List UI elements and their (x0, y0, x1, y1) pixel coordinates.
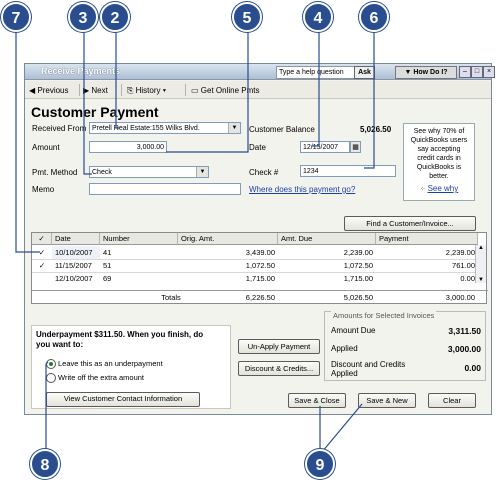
amount-label: Amount (32, 143, 60, 152)
column-header-payment[interactable]: Payment (376, 233, 478, 245)
received-from-field[interactable] (89, 122, 241, 134)
leave-underpayment-label: Leave this as an underpayment (58, 359, 163, 368)
callout-3: 3 (68, 2, 98, 32)
totals-orig: 6,226.50 (245, 293, 275, 302)
amount-due-value: 3,311.50 (448, 326, 481, 336)
pmt-method-field[interactable] (89, 166, 209, 178)
table-cell-date: 12/10/2007 (55, 274, 93, 283)
write-off-label: Write off the extra amount (58, 373, 145, 382)
callout-2: 2 (100, 2, 130, 32)
table-scrollbar[interactable] (475, 245, 486, 283)
memo-label: Memo (32, 185, 55, 194)
table-cell-number: 41 (103, 248, 112, 257)
toolbar-divider (121, 84, 122, 96)
check-number-label: Check # (249, 168, 279, 177)
discount-credits-value: 0.00 (464, 363, 481, 373)
scroll-down-icon[interactable]: ▼ (478, 277, 484, 283)
tip-line: QuickBooks users (410, 137, 468, 144)
callout-4: 4 (303, 2, 333, 32)
close-icon[interactable]: × (483, 66, 495, 78)
toolbar-divider (79, 84, 80, 96)
ask-button[interactable]: Ask (354, 66, 375, 79)
amount-field[interactable]: 3,000.00 (89, 141, 167, 153)
applied-label: Applied (331, 344, 358, 353)
table-cell-due: 1,072.50 (343, 261, 373, 270)
tip-line: credit cards in (417, 155, 461, 162)
history-label: History (135, 86, 161, 95)
amount-due-label: Amount Due (331, 326, 376, 335)
un-apply-payment-button[interactable]: Un-Apply Payment (238, 339, 320, 354)
previous-icon: ◀ (29, 86, 38, 95)
next-button[interactable] (83, 84, 108, 97)
callout-6: 6 (359, 2, 389, 32)
scroll-up-icon[interactable]: ▲ (478, 245, 484, 251)
calendar-icon[interactable]: ▦ (350, 141, 361, 153)
check-number-field[interactable]: 1234 (300, 165, 396, 177)
tip-line: QuickBooks is (416, 164, 462, 171)
customer-balance-label: Customer Balance (249, 125, 315, 134)
minimize-icon[interactable]: – (459, 66, 471, 78)
previous-button[interactable] (29, 84, 69, 97)
row-checkmark[interactable]: ✓ (38, 248, 46, 257)
clear-button[interactable]: Clear (428, 393, 476, 408)
find-customer-invoice-button[interactable]: Find a Customer/Invoice... (344, 216, 476, 231)
date-label: Date (249, 143, 266, 152)
help-search-input[interactable]: Type a help question (276, 66, 356, 79)
row-checkmark[interactable] (32, 272, 52, 285)
amounts-summary-panel (324, 311, 486, 381)
table-cell-number: 69 (103, 274, 112, 283)
leave-underpayment-radio[interactable] (46, 359, 56, 369)
underpayment-panel (31, 325, 231, 409)
callout-5: 5 (232, 2, 262, 32)
totals-due: 5,026.50 (343, 293, 373, 302)
where-payment-link[interactable]: Where does this payment go? (249, 185, 356, 194)
date-field[interactable]: 12/15/2007 (300, 141, 350, 153)
table-cell-date: 10/10/2007 (52, 246, 100, 259)
table-cell-orig: 1,072.50 (245, 261, 275, 270)
table-cell-date: 11/15/2007 (55, 261, 92, 270)
callout-9: 9 (305, 449, 335, 479)
memo-field[interactable] (89, 183, 241, 195)
chevron-down-icon[interactable]: ▼ (228, 123, 240, 133)
see-why-link[interactable]: See why (427, 184, 459, 193)
underpayment-heading-cont: you want to: (36, 340, 84, 349)
column-header-check[interactable]: ✓ (32, 233, 52, 245)
column-header-orig-amt[interactable]: Orig. Amt. (178, 233, 278, 245)
column-header-date[interactable]: Date (52, 233, 100, 245)
pmt-method-value: Check (92, 169, 112, 176)
info-icon: ⁘ (419, 186, 428, 193)
window-title: Receive Payments (41, 66, 121, 76)
online-icon: ▭ (191, 86, 201, 95)
column-header-number[interactable]: Number (100, 233, 178, 245)
callout-8: 8 (30, 449, 60, 479)
applied-value: 3,000.00 (447, 344, 481, 354)
tip-line: better. (429, 173, 449, 180)
row-checkmark[interactable]: ✓ (38, 261, 46, 270)
get-online-pmts-button[interactable] (191, 84, 259, 97)
tip-line: say accepting (417, 146, 461, 153)
callout-7: 7 (1, 2, 31, 32)
discount-credits-button[interactable]: Discount & Credits... (238, 361, 320, 376)
tip-line: See why 70% of (413, 128, 465, 135)
pmt-method-label: Pmt. Method (32, 168, 78, 177)
toolbar-divider (185, 84, 186, 96)
restore-icon[interactable]: □ (471, 66, 483, 78)
table-cell-number: 51 (103, 261, 112, 270)
invoice-table (31, 232, 487, 304)
history-icon: ⎘ (127, 86, 136, 95)
table-cell-payment[interactable]: 0.00 (460, 274, 475, 283)
totals-payment: 3,000.00 (445, 293, 475, 302)
save-new-button[interactable]: Save & New (358, 393, 416, 408)
history-button[interactable] (127, 84, 166, 97)
customer-balance-value: 5,026.50 (360, 125, 392, 134)
view-customer-contact-button[interactable]: View Customer Contact Information (46, 392, 200, 407)
write-off-radio[interactable] (46, 373, 56, 383)
underpayment-heading: Underpayment $311.50. When you finish, do (36, 330, 204, 339)
column-header-amt-due[interactable]: Amt. Due (278, 233, 376, 245)
discount-credits-label: Discount and Credits (331, 360, 406, 369)
discount-credits-label-cont: Applied (331, 369, 358, 378)
title-bar (25, 64, 491, 80)
table-cell-orig: 3,439.00 (245, 248, 275, 257)
summary-title: Amounts for Selected Invoices (333, 311, 435, 320)
previous-label: Previous (37, 86, 69, 95)
received-from-label: Received From (32, 124, 87, 133)
how-do-i-button[interactable]: ▼ How Do I? (395, 66, 457, 79)
save-close-button[interactable]: Save & Close (288, 393, 346, 408)
table-cell-orig: 1,715.00 (245, 274, 275, 283)
table-cell-payment[interactable]: 761.00 (452, 261, 475, 270)
received-from-value: Pretell Real Estate:155 Wilks Blvd. (92, 125, 200, 132)
online-label: Get Online Pmts (200, 86, 260, 95)
totals-label: Totals (161, 293, 181, 302)
next-label: Next (91, 86, 108, 95)
table-cell-due: 1,715.00 (343, 274, 373, 283)
table-cell-due: 2,239.00 (343, 248, 373, 257)
page-title: Customer Payment (31, 104, 159, 120)
credit-card-tip (403, 123, 475, 201)
next-icon: ▶ (83, 86, 92, 95)
chevron-down-icon[interactable]: ▼ (196, 167, 208, 177)
table-cell-payment[interactable]: 2,239.00 (445, 248, 475, 257)
chevron-down-icon: ▾ (160, 86, 167, 95)
toolbar (25, 81, 491, 99)
